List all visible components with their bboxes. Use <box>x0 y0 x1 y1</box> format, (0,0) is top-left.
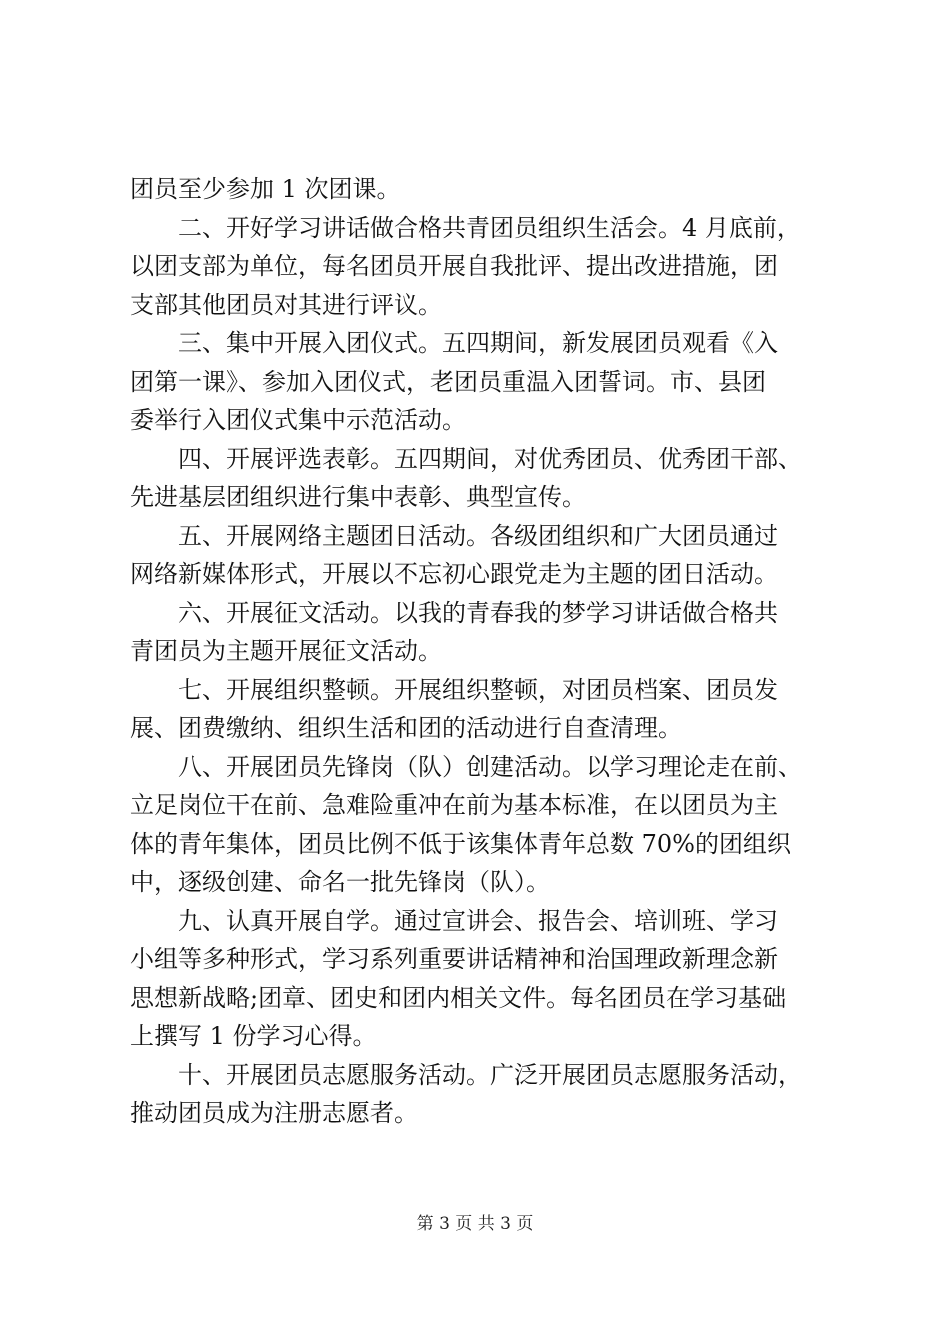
text-line: 团第一课》、参加入团仪式，老团员重温入团誓词。市、县团 <box>130 367 766 396</box>
text-line: 以团支部为单位，每名团员开展自我批评、提出改进措施，团 <box>130 252 778 280</box>
page-number-footer: 第 3 页 共 3 页 <box>416 1214 534 1234</box>
paragraph-start-line: 八、开展团员先锋岗（队）创建活动。以学习理论走在前、 <box>178 752 802 781</box>
paragraph-start-line: 四、开展评选表彰。五四期间，对优秀团员、优秀团干部、 <box>178 444 802 473</box>
text-line: 小组等多种形式，学习系列重要讲话精神和治国理政新理念新 <box>130 945 778 973</box>
paragraph-start-line: 六、开展征文活动。以我的青春我的梦学习讲话做合格共 <box>178 598 778 627</box>
paragraph-start-line: 二、开好学习讲话做合格共青团员组织生活会。4 月底前， <box>178 213 801 242</box>
text-line: 立足岗位干在前、急难险重冲在前为基本标准，在以团员为主 <box>130 791 778 819</box>
paragraph-start-line: 九、认真开展自学。通过宣讲会、报告会、培训班、学习 <box>178 906 778 935</box>
paragraph-start-line: 十、开展团员志愿服务活动。广泛开展团员志愿服务活动， <box>178 1060 802 1089</box>
text-line: 思想新战略;团章、团史和团内相关文件。每名团员在学习基础 <box>130 983 787 1012</box>
text-line: 先进基层团组织进行集中表彰、典型宣传。 <box>130 483 586 511</box>
paragraph-start-line: 七、开展组织整顿。开展组织整顿，对团员档案、团员发 <box>178 675 778 704</box>
text-line: 青团员为主题开展征文活动。 <box>130 637 442 665</box>
text-line: 委举行入团仪式集中示范活动。 <box>130 406 466 434</box>
text-line: 上撰写 1 份学习心得。 <box>130 1022 377 1050</box>
text-line: 体的青年集体，团员比例不低于该集体青年总数 70%的团组织 <box>130 829 791 858</box>
paragraph-start-line: 三、集中开展入团仪式。五四期间，新发展团员观看《入 <box>178 329 778 357</box>
text-line: 支部其他团员对其进行评议。 <box>130 290 442 319</box>
paragraph-start-line: 五、开展网络主题团日活动。各级团组织和广大团员通过 <box>178 521 778 550</box>
document-body <box>130 170 830 1133</box>
text-line: 推动团员成为注册志愿者。 <box>130 1099 418 1127</box>
text-line: 网络新媒体形式，开展以不忘初心跟党走为主题的团日活动。 <box>130 560 778 588</box>
text-line: 中，逐级创建、命名一批先锋岗（队）。 <box>130 868 550 896</box>
text-line: 团员至少参加 1 次团课。 <box>130 175 401 203</box>
text-line: 展、团费缴纳、组织生活和团的活动进行自查清理。 <box>130 714 682 742</box>
